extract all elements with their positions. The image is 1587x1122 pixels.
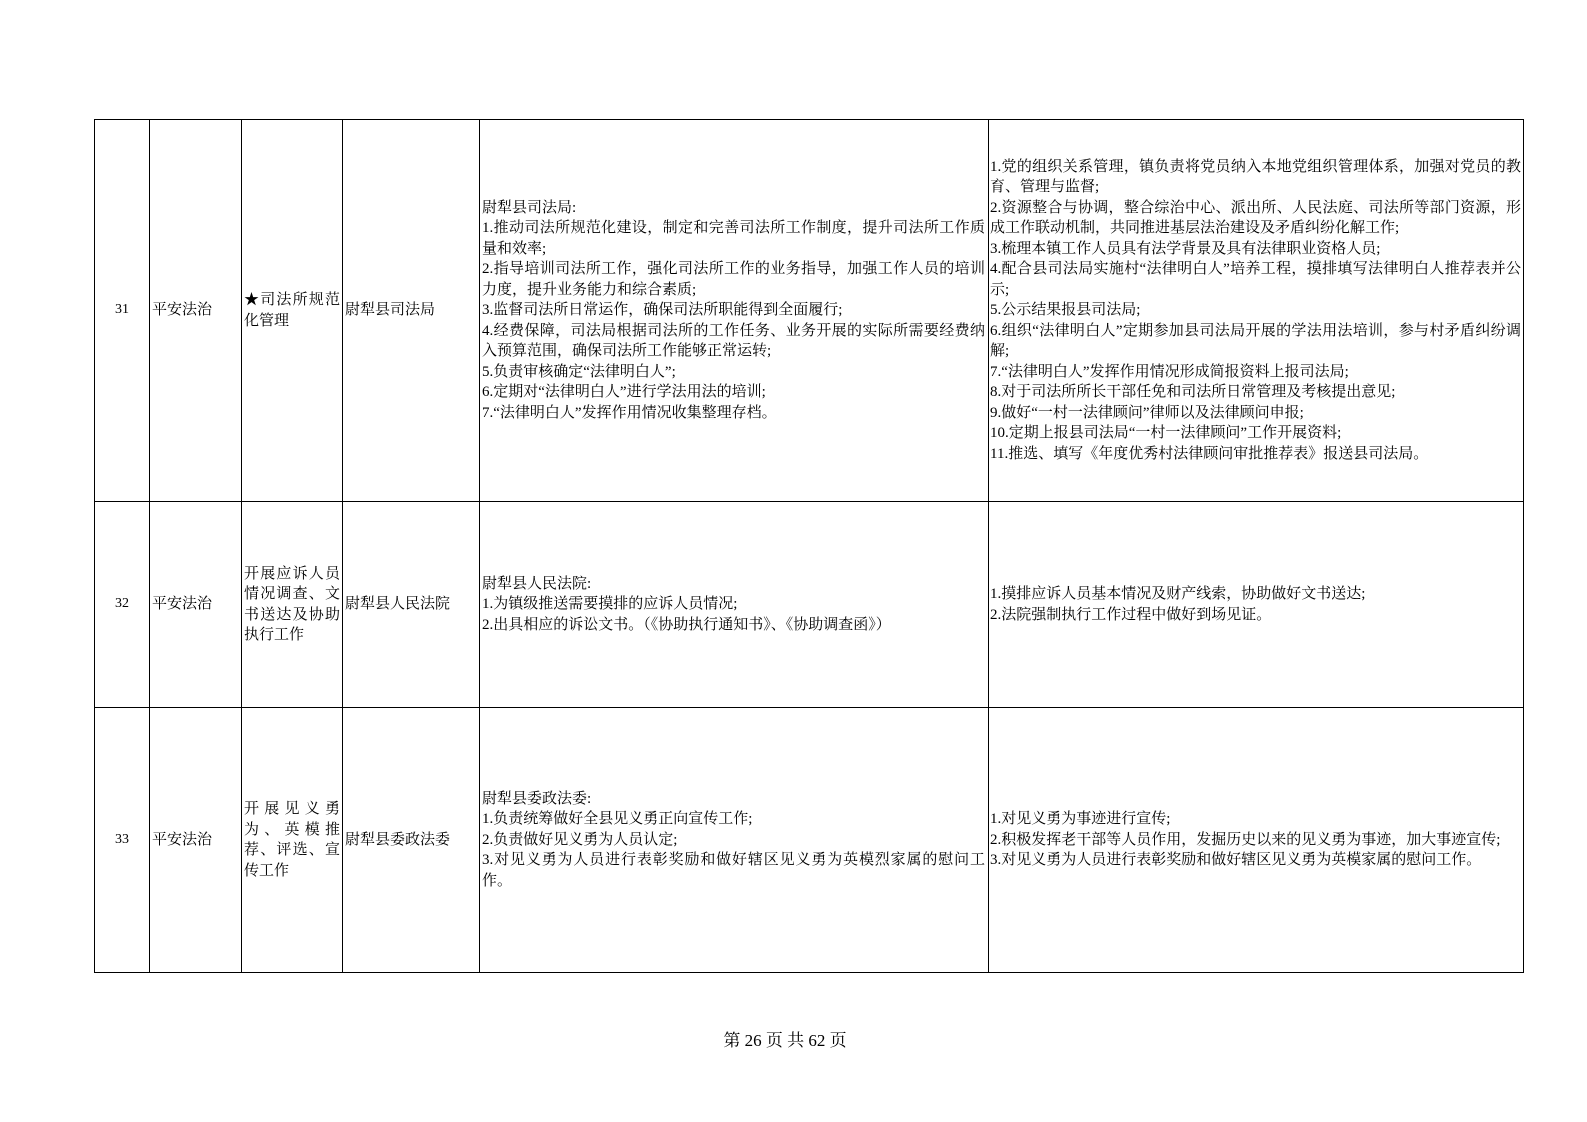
county-duty-item: 1.为镇级推送需要摸排的应诉人员情况; — [482, 596, 738, 613]
town-duty-item: 3.对见义勇为人员进行表彰奖励和做好辖区见义勇为英模家属的慰问工作。 — [990, 852, 1482, 869]
town-duty-item: 2.积极发挥老干部等人员作用，发掘历史以来的见义勇为事迹，加大事迹宣传; — [990, 831, 1501, 848]
county-duty-item: 2.负责做好见义勇为人员认定; — [482, 831, 678, 848]
county-duties-heading: 尉犁县委政法委: — [482, 790, 592, 807]
task-cell: 开展应诉人员情况调查、文书送达及协助执行工作 — [242, 502, 343, 708]
county-duty-item: 2.出具相应的诉讼文书。（《协助执行通知书》、《协助调查函》） — [482, 616, 891, 633]
town-duty-item: 1.对见义勇为事迹进行宣传; — [990, 811, 1171, 828]
town-duty-item: 6.组织“法律明白人”定期参加县司法局开展的学法用法培训，参与村矛盾纠纷调解; — [990, 322, 1521, 360]
town-duty-item: 3.梳理本镇工作人员具有法学背景及具有法律职业资格人员; — [990, 240, 1381, 257]
county-duty-item: 2.指导培训司法所工作，强化司法所工作的业务指导，加强工作人员的培训力度，提升业务能力和综合素质; — [482, 261, 985, 298]
row-number: 32 — [95, 502, 150, 708]
county-duty-item: 7.“法律明白人”发挥作用情况收集整理存档。 — [482, 404, 777, 421]
town-duty-item: 5.公示结果报县司法局; — [990, 302, 1141, 319]
county-duties-cell — [480, 502, 989, 708]
town-duties-cell — [989, 120, 1524, 502]
county-duties-heading: 尉犁县人民法院: — [482, 575, 592, 592]
county-duties-cell — [480, 708, 989, 973]
county-duty-item: 6.定期对“法律明白人”进行学法用法的培训; — [482, 384, 766, 401]
town-duty-item: 1.党的组织关系管理，镇负责将党员纳入本地党组织管理体系，加强对党员的教育、管理与监督; — [990, 158, 1521, 196]
category-cell: 平安法治 — [150, 708, 242, 973]
lead-unit-cell: 尉犁县司法局 — [343, 120, 480, 502]
row-number: 31 — [95, 120, 150, 502]
county-duty-item: 1.推动司法所规范化建设，制定和完善司法所工作制度，提升司法所工作质量和效率; — [482, 220, 985, 257]
town-duty-item: 2.法院强制执行工作过程中做好到场见证。 — [990, 606, 1272, 623]
duty-table — [94, 119, 1524, 973]
county-duty-item: 4.经费保障，司法局根据司法所的工作任务、业务开展的实际所需要经费纳入预算范围，确保司法所工作能够正常运转; — [482, 322, 985, 360]
category-cell: 平安法治 — [150, 502, 242, 708]
town-duty-item: 9.做好“一村一法律顾问”律师以及法律顾问申报; — [990, 404, 1304, 421]
town-duty-item: 4.配合县司法局实施村“法律明白人”培养工程，摸排填写法律明白人推荐表并公示; — [990, 261, 1521, 298]
table-row — [95, 502, 1524, 708]
row-number: 33 — [95, 708, 150, 973]
county-duties-heading: 尉犁县司法局: — [482, 199, 577, 216]
category-cell: 平安法治 — [150, 120, 242, 502]
county-duty-item: 3.对见义勇为人员进行表彰奖励和做好辖区见义勇为英模烈家属的慰问工作。 — [482, 852, 985, 889]
town-duties-cell — [989, 708, 1524, 973]
task-cell: 开展见义勇为、英模推荐、评选、宣传工作 — [242, 708, 343, 973]
town-duties-cell — [989, 502, 1524, 708]
task-cell: ★司法所规范化管理 — [242, 120, 343, 502]
town-duty-item: 11.推选、填写《年度优秀村法律顾问审批推荐表》报送县司法局。 — [990, 445, 1429, 462]
county-duty-item: 1.负责统筹做好全县见义勇正向宣传工作; — [482, 811, 753, 828]
county-duties-cell — [480, 120, 989, 502]
lead-unit-cell: 尉犁县委政法委 — [343, 708, 480, 973]
county-duty-item: 3.监督司法所日常运作，确保司法所职能得到全面履行; — [482, 302, 843, 319]
county-duty-item: 5.负责审核确定“法律明白人”; — [482, 363, 676, 380]
lead-unit-cell: 尉犁县人民法院 — [343, 502, 480, 708]
town-duty-item: 7.“法律明白人”发挥作用情况形成简报资料上报司法局; — [990, 363, 1349, 380]
table-row — [95, 708, 1524, 973]
town-duty-item: 1.摸排应诉人员基本情况及财产线索，协助做好文书送达; — [990, 586, 1366, 602]
table-row — [95, 120, 1524, 502]
town-duty-item: 2.资源整合与协调，整合综治中心、派出所、人民法庭、司法所等部门资源，形成工作联动机制，共同推进基层法治建设及矛盾纠纷化解工作; — [990, 199, 1521, 237]
page-number-footer: 第 26 页 共 62 页 — [723, 1031, 847, 1050]
town-duty-item: 8.对于司法所所长干部任免和司法所日常管理及考核提出意见; — [990, 384, 1396, 401]
town-duty-item: 10.定期上报县司法局“一村一法律顾问”工作开展资料; — [990, 425, 1342, 442]
